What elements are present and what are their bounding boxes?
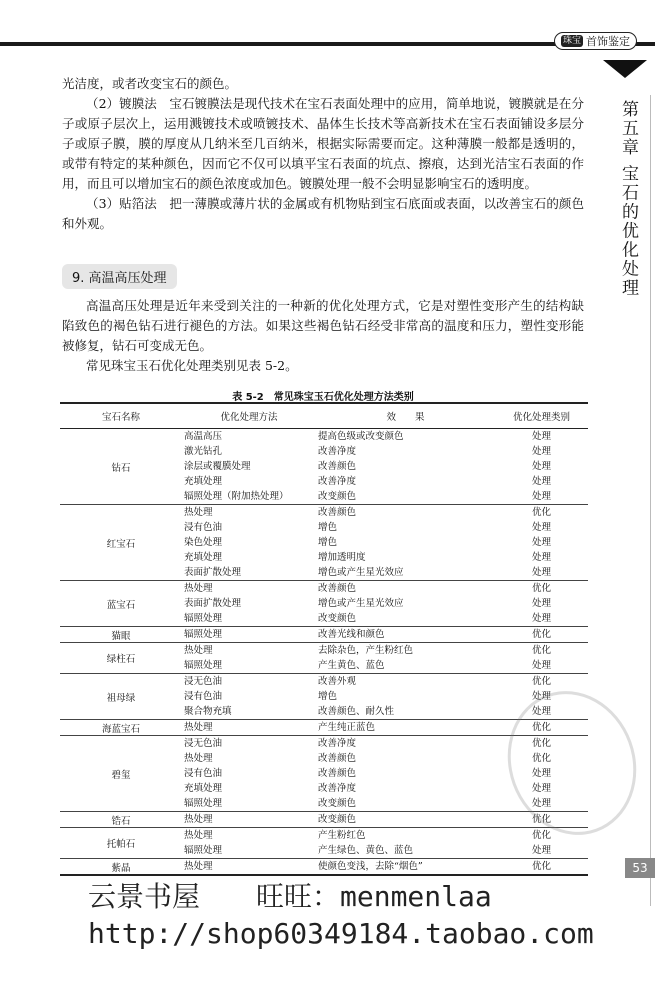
category-item: 优化	[531, 722, 551, 733]
method-item: 染色处理	[184, 537, 223, 548]
category-cell	[495, 859, 588, 876]
effect-item: 增加透明度	[318, 552, 366, 563]
method-cell	[182, 736, 316, 812]
category-item: 优化	[531, 507, 551, 518]
method-cell	[182, 505, 316, 581]
watermark-url: http://shop60349184.taobao.com	[88, 917, 594, 950]
method-cell	[182, 720, 316, 736]
effect-item: 产生绿色、黄色、蓝色	[318, 845, 414, 856]
category-item: 处理	[531, 845, 551, 856]
effect-cell	[316, 627, 495, 643]
effect-item: 增色或产生星光效应	[318, 567, 404, 578]
category-item: 处理	[531, 522, 551, 533]
category-item: 处理	[531, 431, 551, 442]
category-cell	[495, 627, 588, 643]
gem-name-cell: 碧玺	[60, 736, 182, 812]
book-logo: 珠宝	[562, 36, 581, 46]
running-header	[554, 32, 637, 50]
effect-item: 改善颜色	[318, 753, 357, 764]
category-item: 处理	[531, 660, 551, 671]
category-item: 处理	[531, 706, 551, 717]
effect-cell	[316, 643, 495, 674]
method-item: 高温高压	[184, 431, 223, 442]
paragraph: 光洁度，或者改变宝石的颜色。	[62, 76, 238, 91]
effect-item: 改善光线和颜色	[318, 629, 385, 640]
category-item: 处理	[531, 768, 551, 779]
effect-item: 改变颜色	[318, 814, 357, 825]
table-row	[60, 429, 588, 505]
method-cell	[182, 812, 316, 828]
category-item: 优化	[531, 629, 551, 640]
watermark-shop-name: 云景书屋 旺旺：menmenlaa	[88, 880, 492, 913]
category-item: 处理	[531, 476, 551, 487]
chapter-title-vertical: 第五章 宝石的优化处理	[618, 100, 638, 298]
running-title: 首饰鉴定	[586, 35, 630, 48]
method-item: 辐照处理	[184, 613, 223, 624]
method-item: 聚合物充填	[184, 706, 232, 717]
gem-name-cell: 托帕石	[60, 828, 182, 859]
category-item: 优化	[531, 830, 551, 841]
category-item: 优化	[531, 676, 551, 687]
category-cell	[495, 581, 588, 627]
effect-item: 改变颜色	[318, 798, 357, 809]
category-cell	[495, 643, 588, 674]
effect-item: 产生纯正蓝色	[318, 722, 376, 733]
effect-item: 改善颜色	[318, 583, 357, 594]
table-row	[60, 828, 588, 859]
effect-item: 改善净度	[318, 476, 357, 487]
page-number: 53	[625, 858, 655, 878]
treatment-table	[60, 402, 588, 876]
effect-item: 改善颜色	[318, 461, 357, 472]
effect-item: 改善净度	[318, 738, 357, 749]
method-item: 浸无色油	[184, 738, 223, 749]
method-cell	[182, 643, 316, 674]
category-item: 处理	[531, 446, 551, 457]
method-item: 辐照处理	[184, 798, 223, 809]
column-header: 效 果	[316, 403, 495, 429]
effect-item: 改善颜色	[318, 507, 357, 518]
method-item: 表面扩散处理	[184, 598, 242, 609]
method-item: 充填处理	[184, 783, 223, 794]
method-item: 涂层或覆膜处理	[184, 461, 251, 472]
effect-item: 改善颜色	[318, 768, 357, 779]
category-item: 处理	[531, 783, 551, 794]
effect-item: 产生黄色、蓝色	[318, 660, 385, 671]
method-item: 充填处理	[184, 476, 223, 487]
effect-cell	[316, 581, 495, 627]
category-item: 处理	[531, 491, 551, 502]
paragraph: 常见珠宝玉石优化处理类别见表 5-2。	[86, 358, 298, 373]
effect-cell	[316, 429, 495, 505]
gem-name-cell: 红宝石	[60, 505, 182, 581]
diamond-icon	[603, 60, 647, 78]
method-item: 浸有色油	[184, 768, 223, 779]
effect-item: 增色	[318, 691, 338, 702]
gem-name-cell: 猫眼	[60, 627, 182, 643]
method-cell	[182, 859, 316, 876]
effect-item: 提高色级或改变颜色	[318, 431, 404, 442]
method-item: 辐照处理（附加热处理）	[184, 491, 289, 502]
method-cell	[182, 581, 316, 627]
table-row	[60, 505, 588, 581]
effect-cell	[316, 828, 495, 859]
effect-cell	[316, 812, 495, 828]
method-item: 热处理	[184, 830, 213, 841]
effect-item: 改变颜色	[318, 491, 357, 502]
category-item: 处理	[531, 691, 551, 702]
paragraph: 高温高压处理是近年来受到关注的一种新的优化处理方式，它是对塑性变形产生的结构缺陷致色的褐色钻石进行褪色的方法。如果这些褐色钻石经受非常高的温度和压力，塑性变形能被修复，钻石可变成无色。	[62, 298, 584, 353]
effect-item: 改善净度	[318, 783, 357, 794]
effect-item: 改善颜色、耐久性	[318, 706, 395, 717]
gem-name-cell: 蓝宝石	[60, 581, 182, 627]
category-item: 优化	[531, 738, 551, 749]
effect-item: 改善净度	[318, 446, 357, 457]
gem-name-cell: 祖母绿	[60, 674, 182, 720]
effect-item: 产生粉红色	[318, 830, 366, 841]
effect-item: 增色	[318, 522, 338, 533]
effect-item: 增色	[318, 537, 338, 548]
effect-item: 改变颜色	[318, 613, 357, 624]
method-item: 充填处理	[184, 552, 223, 563]
method-item: 热处理	[184, 645, 213, 656]
effect-item: 增色或产生星光效应	[318, 598, 404, 609]
side-divider	[650, 95, 651, 906]
table-header-row	[60, 403, 588, 429]
category-item: 处理	[531, 552, 551, 563]
category-item: 处理	[531, 537, 551, 548]
category-cell	[495, 429, 588, 505]
method-item: 热处理	[184, 814, 213, 825]
method-item: 激光钻孔	[184, 446, 223, 457]
effect-cell	[316, 674, 495, 720]
category-item: 处理	[531, 567, 551, 578]
paragraph: （3）贴箔法 把一薄膜或薄片状的金属或有机物贴到宝石底面或表面，以改善宝石的颜色和外观。	[62, 196, 584, 231]
effect-cell	[316, 505, 495, 581]
effect-cell	[316, 859, 495, 876]
method-cell	[182, 828, 316, 859]
method-item: 辐照处理	[184, 660, 223, 671]
section-heading: 9. 高温高压处理	[62, 264, 177, 289]
effect-item: 改善外观	[318, 676, 357, 687]
section-text	[62, 296, 584, 376]
method-cell	[182, 627, 316, 643]
gem-name-cell: 锆石	[60, 812, 182, 828]
method-item: 热处理	[184, 753, 213, 764]
gem-name-cell: 紫晶	[60, 859, 182, 876]
intro-text	[62, 74, 584, 234]
method-item: 热处理	[184, 507, 213, 518]
category-item: 处理	[531, 598, 551, 609]
table-row	[60, 581, 588, 627]
gem-name-cell: 绿柱石	[60, 643, 182, 674]
category-item: 优化	[531, 753, 551, 764]
category-item: 处理	[531, 613, 551, 624]
table-row	[60, 720, 588, 736]
category-item: 处理	[531, 798, 551, 809]
category-cell	[495, 505, 588, 581]
method-item: 热处理	[184, 722, 213, 733]
table-row	[60, 859, 588, 876]
method-item: 浸有色油	[184, 691, 223, 702]
method-item: 表面扩散处理	[184, 567, 242, 578]
category-item: 处理	[531, 461, 551, 472]
table-row	[60, 627, 588, 643]
table-caption: 表 5-2 常见珠宝玉石优化处理方法类别	[232, 392, 414, 403]
method-item: 热处理	[184, 861, 213, 872]
method-item: 辐照处理	[184, 845, 223, 856]
effect-item: 使颜色变浅，去除“烟色”	[318, 861, 423, 872]
table-row	[60, 643, 588, 674]
method-item: 辐照处理	[184, 629, 223, 640]
category-item: 优化	[531, 583, 551, 594]
column-header: 宝石名称	[60, 403, 182, 429]
table-row	[60, 812, 588, 828]
paragraph: （2）镀膜法 宝石镀膜法是现代技术在宝石表面处理中的应用，简单地说，镀膜就是在分子或原子层次上，运用溅镀技术或喷镀技术、晶体生长技术等高新技术在宝石表面铺设多层分子或原子膜，膜的厚度从几纳米至几百纳米，根据实际需要而定。这种薄膜一般都是透明的，或带有特定的某种颜色，因而它不仅可以填平宝石表面的坑点、擦痕，达到光洁宝石表面的作用，而且可以增加宝石的颜色浓度或加色。镀膜处理一般不会明显影响宝石的透明度。	[62, 96, 584, 191]
column-header: 优化处理类别	[495, 403, 588, 429]
column-header: 优化处理方法	[182, 403, 316, 429]
method-cell	[182, 674, 316, 720]
method-item: 热处理	[184, 583, 213, 594]
method-item: 浸有色油	[184, 522, 223, 533]
effect-cell	[316, 736, 495, 812]
method-cell	[182, 429, 316, 505]
effect-cell	[316, 720, 495, 736]
table-row	[60, 674, 588, 720]
gem-name-cell: 海蓝宝石	[60, 720, 182, 736]
category-item: 优化	[531, 861, 551, 872]
category-item: 优化	[531, 814, 551, 825]
gem-name-cell: 钻石	[60, 429, 182, 505]
effect-item: 去除杂色，产生粉红色	[318, 645, 414, 656]
category-item: 优化	[531, 645, 551, 656]
method-item: 浸无色油	[184, 676, 223, 687]
